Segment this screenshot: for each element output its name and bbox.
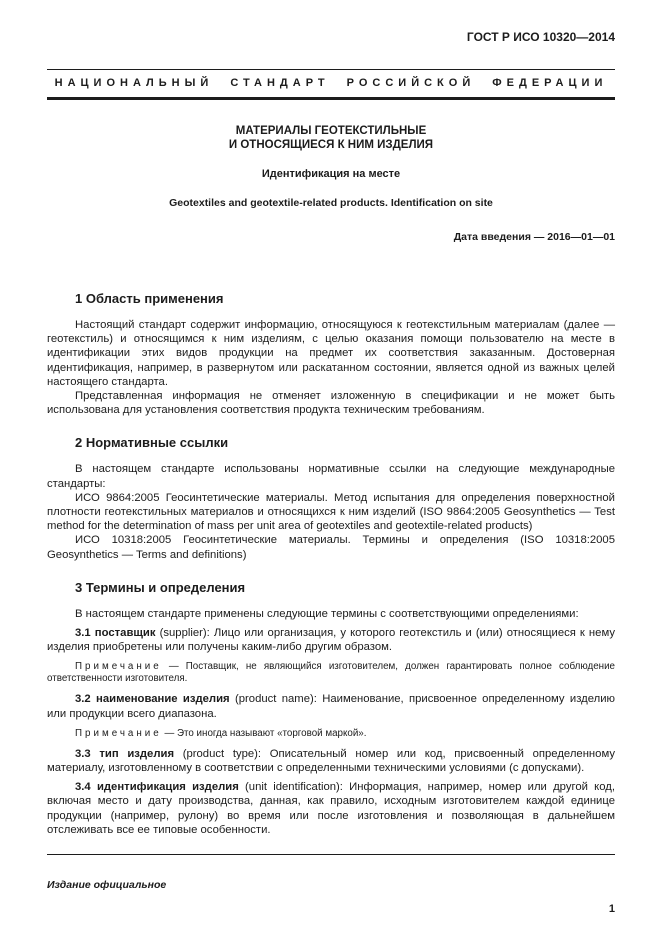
term-3-4-word: идентификация изделия xyxy=(96,781,239,794)
term-3-2-name xyxy=(75,693,230,705)
normative-reference-2: ИСО 10318:2005 Геосинтетические материалы. Термины и определения (ISO 10318:2005 Geosynthetics — Terms and definitions) xyxy=(47,534,615,561)
note-text: — Поставщик, не являющийся изготовителем, должен гарантировать полное соблюдение ответственности изготовителя. xyxy=(47,661,615,685)
section-3-heading: 3 Термины и определения xyxy=(75,579,246,595)
note-label: Примечание xyxy=(75,661,162,673)
term-3-3-number: 3.3 xyxy=(75,747,91,760)
term-3-1-note xyxy=(47,661,615,685)
document-title-english: Geotextiles and geotextile-related products. Identification on site xyxy=(169,197,493,209)
term-3-2-word: наименование изделия xyxy=(96,693,230,706)
footer-rule xyxy=(47,854,615,855)
term-3-1-number: 3.1 xyxy=(75,627,91,640)
term-3-3-name xyxy=(75,748,174,760)
standard-banner-text: НАЦИОНАЛЬНЫЙ СТАНДАРТ РОССИЙСКОЙ ФЕДЕРАЦИИ xyxy=(54,77,608,89)
standard-banner xyxy=(47,69,615,100)
section-1-paragraph-1: Настоящий стандарт содержит информацию, относящуюся к геотекстильным материалам (далее — геотекстиль) и относящимся к ним изделиям, с целью оказания помощи пользователю на месте в идентификации этих видов продукции на предмет их соответствия заказанным. Достоверная идентификация, например, в развернутом или раскатанном состоянии, является одной из важных целей настоящего стандарта. xyxy=(47,319,615,388)
term-3-3-text: (product type): Описательный номер или код, присвоенный определенному материалу, изготовленному в соответствии с определенными техническими условиями (с допусками). xyxy=(47,747,615,775)
normative-reference-1: ИСО 9864:2005 Геосинтетические материалы. Метод испытания для определения поверхностной плотности геотекстильных материалов и относящихся к ним изделий (ISO 9864:2005 Geosynthetics — Test method for the determination of mass per unit area of geotextiles and geotextile-related products) xyxy=(47,491,615,533)
section-2-intro: В настоящем стандарте использованы нормативные ссылки на следующие международные стандарты: xyxy=(47,463,615,490)
term-3-4-name xyxy=(75,781,239,793)
term-3-4-number: 3.4 xyxy=(75,781,91,794)
term-definition-3-2 xyxy=(47,692,615,720)
term-definition-3-4 xyxy=(47,780,615,837)
section-1-heading: 1 Область применения xyxy=(75,291,224,306)
term-3-3-word: тип изделия xyxy=(99,747,175,760)
title-line-2: И ОТНОСЯЩИЕСЯ К НИМ ИЗДЕЛИЯ xyxy=(228,139,434,151)
doc-code: ГОСТ Р ИСО 10320—2014 xyxy=(466,30,615,44)
section-3-intro: В настоящем стандарте применены следующие термины с соответствующими определениями: xyxy=(75,607,579,620)
title-line-1: МАТЕРИАЛЫ ГЕОТЕКСТИЛЬНЫЕ xyxy=(235,125,427,137)
banner-rule-bottom xyxy=(47,97,615,100)
section-1-paragraph-2: Представленная информация не отменяет изложенную в спецификации и не может быть использована для установления соответствия продукта техническим требованиям. xyxy=(47,390,615,417)
term-3-2-number: 3.2 xyxy=(75,693,91,706)
effective-date: Дата введения — 2016—01—01 xyxy=(453,231,615,243)
term-3-1-text: (supplier): Лицо или организация, у которого геотекстиль и (или) относящиеся к нему изделия приобретены или получены каким-либо другим образом. xyxy=(47,627,615,654)
document-title xyxy=(47,124,615,152)
note-label: Примечание xyxy=(75,727,162,739)
section-2-heading: 2 Нормативные ссылки xyxy=(75,435,229,451)
term-3-1-name xyxy=(75,627,156,639)
term-3-1-word: поставщик xyxy=(94,627,156,640)
term-3-2-text: (product name): Наименование, присвоенное определенному изделию или продукции всего диапазона. xyxy=(47,693,616,720)
official-edition-note: Издание официальное xyxy=(47,879,167,891)
term-3-2-note xyxy=(47,728,615,740)
page-number: 1 xyxy=(608,903,615,915)
term-3-4-text: (unit identification): Информация, например, номер или другой код, включая место и дату производства, данная, как правило, исходным изготовителем каждой единице продукции (например, рулону) во время или после изготовления и позволяющая в дальнейшем отслеживать все ее типовые особенности. xyxy=(47,781,615,836)
term-definition-3-1 xyxy=(47,626,615,654)
document-subtitle: Идентификация на месте xyxy=(261,168,401,180)
term-definition-3-3 xyxy=(47,747,615,775)
note-text: — Это иногда называют «торговой маркой». xyxy=(164,727,367,739)
